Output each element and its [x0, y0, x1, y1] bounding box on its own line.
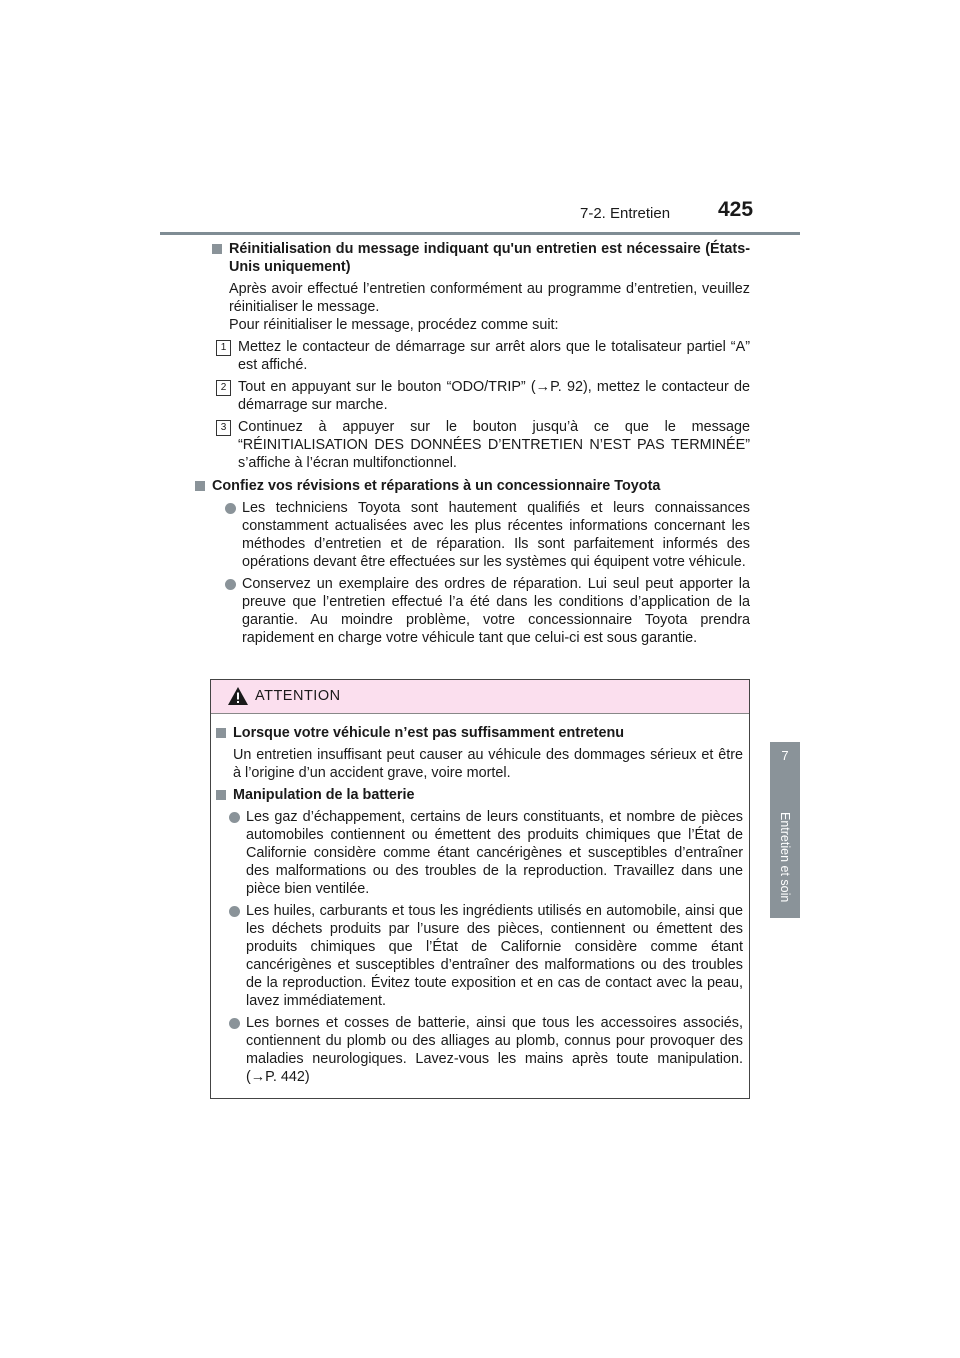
attention-header — [211, 680, 749, 714]
circle-bullet-icon — [229, 1018, 240, 1029]
chapter-side-tab — [770, 742, 800, 918]
page-number: 425 — [718, 198, 754, 221]
header-rule — [160, 232, 800, 235]
step-item: 3 Continuez à appuyer sur le bouton jusqu’à ce que le message “RÉINITIALISATION DES DONNÉES D’ENTRETIEN N’EST PAS TERMINÉE” s’affiche à l’écran multifonctionnel. — [212, 418, 750, 472]
attention-heading-maintenance: Lorsque votre véhicule n’est pas suffisamment entretenu — [216, 724, 743, 742]
chapter-number: 7 — [781, 748, 789, 763]
paragraph: Après avoir effectué l’entretien conformément au programme d’entretien, veuillez réinitialiser le message. — [229, 281, 750, 315]
square-bullet-icon — [212, 244, 222, 254]
circle-bullet-icon — [229, 812, 240, 823]
attention-heading-battery: Manipulation de la batterie — [216, 786, 743, 804]
list-item: Les huiles, carburants et tous les ingrédients utilisés en automobile, ainsi que les déchets produits par l’usure des pièces, contiennent ou émettent des produits chimiques que l’État de Californie considère comme étant cancérigènes et susceptibles d’entraîner des malformations ou des troubles de la reproduction. Évitez toute exposition et en cas de contact avec la peau, lavez immédiatement. — [216, 902, 743, 1010]
step-item: 2 Tout en appuyant sur le bouton “ODO/TRIP” (→P. 92), mettez le contacteur de démarrage sur marche. — [212, 378, 750, 414]
list-item: Les bornes et cosses de batterie, ainsi que tous les accessoires associés, contiennent du plomb ou des alliages au plomb, connus pour provoquer des maladies neurologiques. Lavez-vous les mains après toute manipulation. (→P. 442) — [216, 1014, 743, 1086]
warning-triangle-icon — [227, 686, 249, 706]
step-number-1: 1 — [216, 340, 231, 356]
attention-body — [216, 724, 743, 1086]
attention-title: ATTENTION — [255, 688, 341, 704]
paragraph: Un entretien insuffisant peut causer au véhicule des dommages sérieux et être à l’origine d’un accident grave, voire mortel. — [233, 747, 743, 781]
header-section-title: 7-2. Entretien — [580, 205, 671, 222]
list-item: Conservez un exemplaire des ordres de réparation. Lui seul peut apporter la preuve que l’entretien effectué l’a été dans les conditions d’application de la garantie. Au moindre problème, votre concessionnaire Toyota prendra rapidement en charge votre véhicule tant que celui-ci est sous garantie. — [212, 575, 750, 647]
square-bullet-icon — [195, 481, 205, 491]
main-content — [212, 240, 750, 647]
step-number-2: 2 — [216, 380, 231, 396]
section-heading-dealer: Confiez vos révisions et réparations à un concessionnaire Toyota — [195, 477, 750, 495]
circle-bullet-icon — [225, 579, 236, 590]
paragraph: Pour réinitialiser le message, procédez comme suit: — [229, 317, 559, 333]
step-number-3: 3 — [216, 420, 231, 436]
circle-bullet-icon — [229, 906, 240, 917]
square-bullet-icon — [216, 728, 226, 738]
section-heading-reset: Réinitialisation du message indiquant qu'un entretien est nécessaire (États-Unis uniquement) — [212, 240, 750, 276]
list-item: Les gaz d’échappement, certains de leurs constituants, et nombre de pièces automobiles contiennent ou émettent des produits chimiques que l’État de Californie considère comme étant cancérigènes et susceptibles d’entraîner des malformations ou des troubles de la reproduction. Travaillez dans une pièce bien ventilée. — [216, 808, 743, 898]
list-item: Les techniciens Toyota sont hautement qualifiés et leurs connaissances constamment actualisées avec les plus récentes informations concernant les méthodes d’entretien et de réparation. Ils sont parfaitement informés des opérations devant être effectuées sur les systèmes qui équipent votre véhicule. — [212, 499, 750, 571]
step-item: 1 Mettez le contacteur de démarrage sur arrêt alors que le totalisateur partiel “A” est affiché. — [212, 338, 750, 374]
square-bullet-icon — [216, 790, 226, 800]
chapter-label: Entretien et soin — [778, 811, 792, 903]
circle-bullet-icon — [225, 503, 236, 514]
attention-box — [210, 679, 750, 1099]
